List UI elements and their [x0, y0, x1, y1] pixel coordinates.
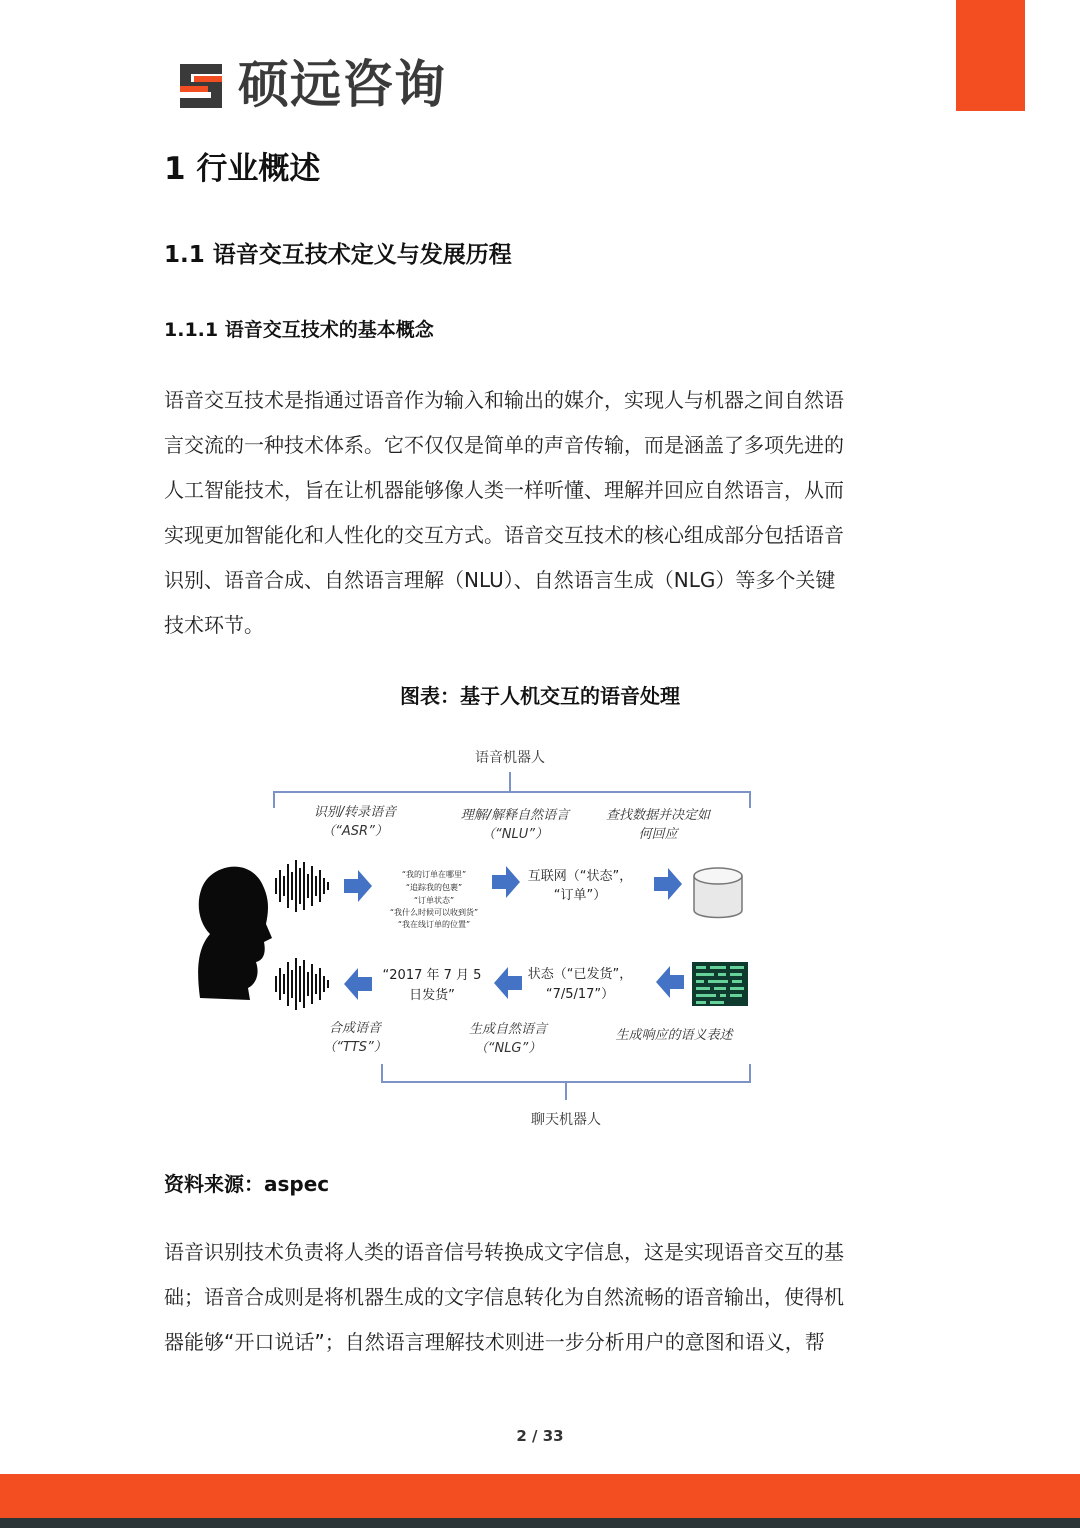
paragraph-line: 语音交互技术是指通过语音作为输入和输出的媒介，实现人与机器之间自然语	[164, 388, 844, 412]
stage-nlu-line1: 理解/解释自然语言	[460, 808, 570, 823]
paragraph-line: 器能够“开口说话”；自然语言理解技术则进一步分析用户的意图和语义，帮	[164, 1330, 825, 1354]
paragraph-2	[164, 1230, 924, 1365]
paragraph-1	[164, 378, 924, 648]
paragraph-line: 识别、语音合成、自然语言理解（NLU）、自然语言生成（NLG）等多个关键	[164, 568, 836, 592]
query-item: “订单状态”	[413, 896, 455, 905]
logo-text: 硕远咨询	[238, 56, 447, 115]
footer-dark-strip	[0, 1518, 1080, 1528]
query-item: “我什么时候可以收到货”	[389, 908, 479, 917]
logo-mark-icon	[176, 60, 228, 112]
heading-3: 1.1.1 语音交互技术的基本概念	[164, 319, 434, 341]
query-item: “追踪我的包裹”	[405, 883, 463, 892]
stage-asr-line2: （“ASR”）	[322, 824, 388, 839]
paragraph-line: 技术环节。	[164, 613, 264, 637]
internet-query-line1: 互联网（“状态”，	[527, 869, 633, 884]
query-item: “我在线订单的位置”	[397, 920, 471, 929]
heading-2: 1.1 语音交互技术定义与发展历程	[164, 242, 512, 268]
internet-query-line2: “订单”）	[553, 888, 607, 903]
corner-accent-block	[956, 0, 1025, 111]
paragraph-line: 语音识别技术负责将人类的语音信号转换成文字信息，这是实现语音交互的基	[164, 1240, 844, 1264]
page-number: 2 / 33	[516, 1427, 564, 1445]
paragraph-line: 础；语音合成则是将机器生成的文字信息转化为自然流畅的语音输出，使得机	[164, 1285, 844, 1309]
stage-decide-line2: 何回应	[638, 827, 678, 842]
query-item: “我的订单在哪里”	[401, 870, 467, 879]
response-text-line1: “2017 年 7 月 5	[382, 968, 482, 983]
database-icon	[694, 868, 742, 918]
stage-tts-line1: 合成语音	[328, 1021, 382, 1036]
brand-logo	[176, 58, 446, 114]
paragraph-line: 言交流的一种技术体系。它不仅仅是简单的声音传输，而是涵盖了多项先进的	[164, 433, 844, 457]
footer-accent-bar	[0, 1474, 1080, 1518]
speech-processing-diagram	[170, 738, 910, 1138]
data-screen-icon	[692, 962, 748, 1006]
figure-caption: 图表：基于人机交互的语音处理	[400, 684, 680, 708]
stage-nlg-line1: 生成自然语言	[468, 1022, 548, 1037]
response-text-line2: 日发货”	[409, 988, 455, 1003]
stage-asr-line1: 识别/转录语音	[313, 805, 397, 820]
stage-tts-line2: （“TTS”）	[323, 1040, 387, 1055]
response-state-line1: 状态（“已发货”，	[527, 967, 633, 982]
response-state-line2: “7/5/17”）	[545, 987, 615, 1002]
stage-semantic-line1: 生成响应的语义表述	[615, 1028, 733, 1043]
stage-decide-line1: 查找数据并决定如	[605, 808, 711, 823]
paragraph-line: 人工智能技术，旨在让机器能够像人类一样听懂、理解并回应自然语言，从而	[164, 478, 844, 502]
paragraph-line: 实现更加智能化和人性化的交互方式。语音交互技术的核心组成部分包括语音	[164, 523, 844, 547]
heading-1: 1 行业概述	[164, 151, 321, 187]
stage-nlu-line2: （“NLU”）	[482, 827, 548, 842]
bottom-label: 聊天机器人	[531, 1112, 601, 1128]
stage-nlg-line2: （“NLG”）	[474, 1041, 542, 1056]
source-note: 资料来源：aspec	[164, 1172, 330, 1196]
top-label: 语音机器人	[475, 750, 545, 766]
